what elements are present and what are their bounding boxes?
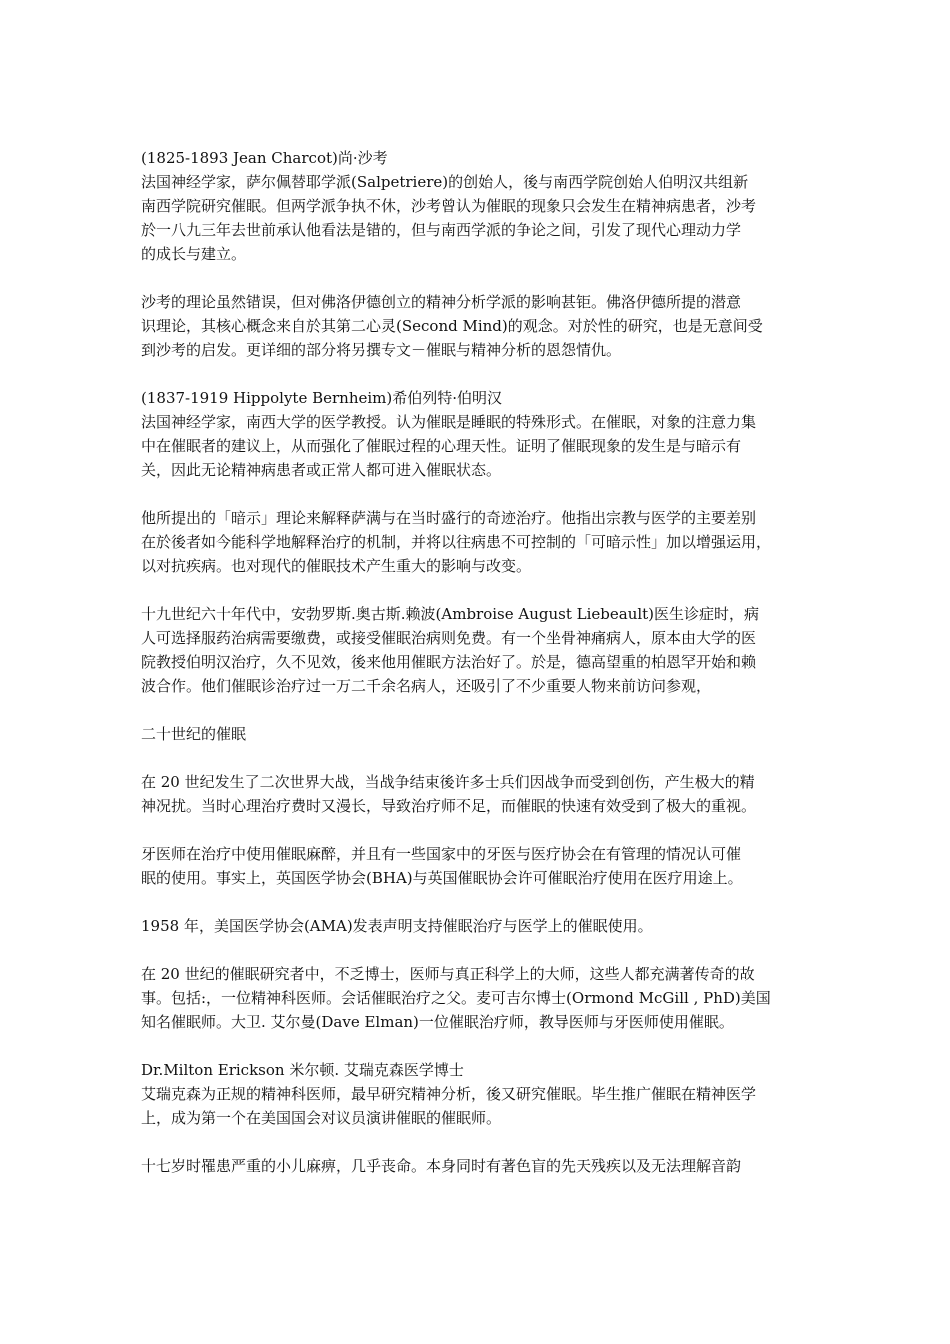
text-line: 关，因此无论精神病患者或正常人都可进入催眠状态。 [141,461,502,479]
section-title: 二十世纪的催眠 [141,725,247,743]
text-line: 中在催眠者的建议上，从而强化了催眠过程的心理天性。证明了催眠现象的发生是与暗示有 [141,437,742,455]
text-line: 知名催眠师。大卫. 艾尔曼(Dave Elman)一位催眠治疗师，教导医师与牙医师使用催眠。 [141,1013,734,1031]
paragraph-bernheim [141,386,813,482]
paragraph-suggestion-theory [141,506,813,578]
text-line: 以对抗疾病。也对现代的催眠技术产生重大的影响与改变。 [141,557,532,575]
text-line: 十七岁时罹患严重的小儿麻痹，几乎丧命。本身同时有著色盲的先天残疾以及无法理解音韵 [141,1157,742,1175]
text-line: 艾瑞克森为正规的精神科医师，最早研究精神分析，後又研究催眠。毕生推广催眠在精神医学 [141,1085,757,1103]
text-line: 在 20 世纪的催眠研究者中，不乏博士，医师与真正科学上的大师，这些人都充满著传奇的故 [141,965,755,983]
paragraph-charcot [141,146,813,266]
paragraph-charcot-theory [141,290,813,362]
text-line: 1958 年，美国医学协会(AMA)发表声明支持催眠治疗与医学上的催眠使用。 [141,917,653,935]
text-line: 法国神经学家，萨尔佩替耶学派(Salpetriere)的创始人，後与南西学院创始人伯明汉共组新 [141,173,749,191]
section-heading-20th-century [141,722,813,746]
text-line: 到沙考的启发。更详细的部分将另撰专文－催眠与精神分析的恩怨情仇。 [141,341,622,359]
paragraph-erickson [141,1058,813,1130]
paragraph-liebeault [141,602,813,698]
paragraph-researchers [141,962,813,1034]
text-line: 人可选择服药治病需要缴费，或接受催眠治病则免费。有一个坐骨神痛病人，原本由大学的医 [141,629,757,647]
paragraph-erickson-polio [141,1154,813,1178]
text-line: 他所提出的「暗示」理论来解释萨满与在当时盛行的奇迹治疗。他指出宗教与医学的主要差别 [141,509,757,527]
text-line: 上，成为第一个在美国国会对议员演讲催眠的催眠师。 [141,1109,502,1127]
paragraph-ama-1958 [141,914,813,938]
heading-erickson: Dr.Milton Erickson 米尔顿. 艾瑞克森医学博士 [141,1061,464,1079]
text-line: 於一八九三年去世前承认他看法是错的，但与南西学派的争论之间，引发了现代心理动力学 [141,221,742,239]
paragraph-world-war [141,770,813,818]
text-line: 牙医师在治疗中使用催眠麻醉，并且有一些国家中的牙医与医疗协会在有管理的情况认可催 [141,845,742,863]
text-line: 南西学院研究催眠。但两学派争执不休，沙考曾认为催眠的现象只会发生在精神病患者，沙考 [141,197,757,215]
text-line: 识理论，其核心概念来自於其第二心灵(Second Mind)的观念。对於性的研究，也是无意间受 [141,317,763,335]
text-line: 的成长与建立。 [141,245,247,263]
text-line: 事。包括:，一位精神科医师。会话催眠治疗之父。麦可吉尔博士(Ormond McGill , PhD)美国 [141,989,771,1007]
text-line: 在於後者如今能科学地解释治疗的机制，并将以往病患不可控制的「可暗示性」加以增强运用， [141,533,772,551]
text-line: 沙考的理论虽然错误，但对佛洛伊德创立的精神分析学派的影响甚钜。佛洛伊德所提的潜意 [141,293,742,311]
text-line: 眠的使用。事实上，英国医学协会(BHA)与英国催眠协会许可催眠治疗使用在医疗用途上。 [141,869,743,887]
text-line: 神况扰。当时心理治疗费时又漫长，导致治疗师不足，而催眠的快速有效受到了极大的重视。 [141,797,757,815]
text-line: 院教授伯明汉治疗，久不见效，後来他用催眠方法治好了。於是，德高望重的柏恩罕开始和赖 [141,653,757,671]
document-body [141,146,813,1202]
text-line: 波合作。他们催眠诊治疗过一万二千余名病人，还吸引了不少重要人物来前访问参观， [141,677,712,695]
heading-charcot: (1825-1893 Jean Charcot)尚·沙考 [141,149,388,167]
text-line: 十九世纪六十年代中，安勃罗斯.奥古斯.赖波(Ambroise August Liebeault)医生诊症时，病 [141,605,760,623]
heading-bernheim: (1837-1919 Hippolyte Bernheim)希伯列特·伯明汉 [141,389,503,407]
text-line: 在 20 世纪发生了二次世界大战，当战争结束後许多士兵们因战争而受到创伤，产生极大的精 [141,773,755,791]
text-line: 法国神经学家，南西大学的医学教授。认为催眠是睡眠的特殊形式。在催眠，对象的注意力集 [141,413,757,431]
paragraph-dentists [141,842,813,890]
